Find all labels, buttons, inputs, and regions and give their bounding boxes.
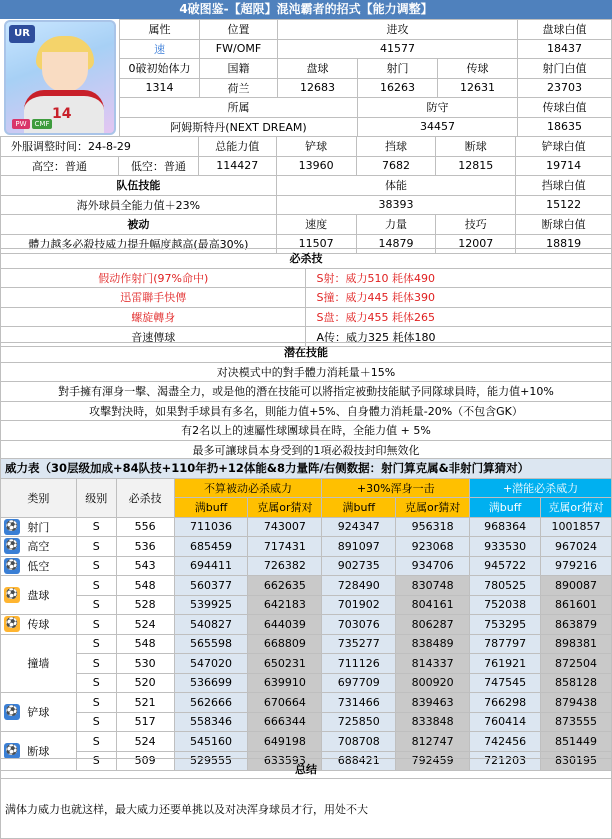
total-value: 114427 — [198, 156, 276, 176]
value-cell: 945722 — [470, 556, 541, 576]
summary-header: 总结 — [1, 759, 612, 779]
level-cell: S — [76, 537, 116, 557]
skill-name: 音速傳球 — [1, 327, 306, 347]
pass-icon: ⚽ — [4, 616, 20, 632]
skill-cell: 528 — [116, 595, 174, 615]
latent-line: 對手擁有渾身一擊、渴盡全力，或是他的潛在技能可以將指定被動技能賦予同隊球員時，能力值+10% — [1, 382, 612, 402]
value-cell: 800920 — [396, 673, 470, 693]
category-cell: ⚽ 低空 — [1, 556, 77, 576]
skill-desc: S盘：威力455 耗体265 — [306, 307, 612, 327]
tackle-label: 铲球 — [276, 137, 356, 157]
level-cell: S — [76, 517, 116, 537]
table-row[interactable] — [1, 693, 612, 713]
shoot-value: 16263 — [358, 78, 438, 98]
value-cell: 639910 — [248, 673, 322, 693]
level-cell: S — [76, 732, 116, 752]
table-row[interactable] — [1, 732, 612, 752]
pass-value: 12631 — [438, 78, 518, 98]
value-cell: 670664 — [248, 693, 322, 713]
skill-cell: 521 — [116, 693, 174, 713]
value-cell: 633593 — [248, 751, 322, 771]
value-cell: 967024 — [541, 537, 612, 557]
volley-icon: ⚽ — [4, 558, 20, 574]
category-cell: ⚽ 射门 — [1, 517, 77, 537]
value-cell: 761921 — [470, 654, 541, 674]
value-cell: 806287 — [396, 615, 470, 635]
value-cell: 562666 — [174, 693, 248, 713]
position-label: 位置 — [200, 20, 278, 40]
speed-value: 11507 — [276, 234, 356, 254]
value-cell: 565598 — [174, 634, 248, 654]
table-row[interactable] — [1, 634, 612, 654]
base-stamina-label: 0破初始体力 — [120, 59, 200, 79]
value-cell: 726382 — [248, 556, 322, 576]
skill-cell: 556 — [116, 517, 174, 537]
info-row-2 — [120, 39, 612, 59]
base-stamina-value: 1314 — [120, 78, 200, 98]
stats-row-4 — [1, 195, 612, 215]
latent-line: 对决模式中的對手體力消耗量＋15% — [1, 362, 612, 382]
value-cell: 644039 — [248, 615, 322, 635]
value-cell: 933530 — [470, 537, 541, 557]
level-cell: S — [76, 712, 116, 732]
stats-row-1 — [1, 137, 612, 157]
value-cell: 924347 — [322, 517, 396, 537]
team-skill-label: 队伍技能 — [1, 176, 277, 196]
value-cell: 642183 — [248, 595, 322, 615]
value-cell: 752038 — [470, 595, 541, 615]
power-table — [0, 458, 612, 771]
nationality-label: 国籍 — [200, 59, 278, 79]
value-cell: 861601 — [541, 595, 612, 615]
skill-cell: 524 — [116, 732, 174, 752]
skills-header: 必杀技 — [1, 249, 612, 269]
value-cell: 668809 — [248, 634, 322, 654]
skill-cell: 509 — [116, 751, 174, 771]
skill-name: 迅雷聯手快傳 — [1, 288, 306, 308]
value-cell: 547020 — [174, 654, 248, 674]
skill-cell: 548 — [116, 576, 174, 596]
table-row[interactable] — [1, 576, 612, 596]
value-cell: 728490 — [322, 576, 396, 596]
shoot-label: 射门 — [358, 59, 438, 79]
value-cell: 979216 — [541, 556, 612, 576]
dribble-white-value: 18437 — [518, 39, 612, 59]
category-cell: ⚽ 传球 — [1, 615, 77, 635]
pass-label: 传球 — [438, 59, 518, 79]
stamina-label: 体能 — [276, 176, 515, 196]
high-ball: 高空：普通 — [1, 156, 119, 176]
value-cell: 873555 — [541, 712, 612, 732]
stats-row-5 — [1, 215, 612, 235]
value-cell: 717431 — [248, 537, 322, 557]
shirt-number: 14 — [52, 106, 72, 122]
value-cell: 923068 — [396, 537, 470, 557]
attr-label: 属性 — [120, 20, 200, 40]
pw-badge: PW — [12, 119, 30, 129]
table-row[interactable] — [1, 537, 612, 557]
skill-cell: 536 — [116, 537, 174, 557]
shoot-white-label: 射门白值 — [518, 59, 612, 79]
tackle-white-value: 19714 — [516, 156, 612, 176]
power-table-header: 威力表（30层级加成+84队技+110年扔+12体能&8力量阵/右侧数据：射门算克属&非射门算猜对） — [1, 459, 612, 479]
team-skill-text: 海外球員全能力值＋23% — [1, 195, 277, 215]
tackle-white-label: 铲球白值 — [516, 137, 612, 157]
dribble-white-label: 盘球白值 — [518, 20, 612, 40]
stats-row-3 — [1, 176, 612, 196]
skill-desc: A传：威力325 耗体180 — [306, 327, 612, 347]
value-cell: 879438 — [541, 693, 612, 713]
technique-label: 技巧 — [436, 215, 516, 235]
value-cell: 872504 — [541, 654, 612, 674]
nationality-value: 荷兰 — [200, 78, 278, 98]
value-cell: 891097 — [322, 537, 396, 557]
pass-white-value: 18635 — [518, 117, 612, 137]
value-cell: 787797 — [470, 634, 541, 654]
group-latent: +潜能必杀威力 — [470, 478, 612, 498]
skill-cell: 520 — [116, 673, 174, 693]
summary-table — [0, 758, 612, 839]
value-cell: 851449 — [541, 732, 612, 752]
info-row-5 — [120, 98, 612, 118]
stamina-value: 38393 — [276, 195, 515, 215]
shoot-white-value: 23703 — [518, 78, 612, 98]
level-cell: S — [76, 751, 116, 771]
tackle-value: 13960 — [276, 156, 356, 176]
info-row-1 — [120, 20, 612, 40]
block-label: 挡球 — [356, 137, 436, 157]
sub-counter: 克属or猜对 — [248, 498, 322, 518]
value-cell: 545160 — [174, 732, 248, 752]
attack-label: 进攻 — [278, 20, 518, 40]
skills-table — [0, 248, 612, 347]
latent-line: 攻擊對決時，如果對手球員有多名，則能力值+5%、自身體力消耗量-20%（不包含GK） — [1, 401, 612, 421]
passive-label: 被动 — [1, 215, 277, 235]
defense-value: 34457 — [358, 117, 518, 137]
value-cell: 697709 — [322, 673, 396, 693]
value-cell: 735277 — [322, 634, 396, 654]
skill-cell: 530 — [116, 654, 174, 674]
value-cell: 804161 — [396, 595, 470, 615]
power-value: 14879 — [356, 234, 436, 254]
category-cell: ⚽ 高空 — [1, 537, 77, 557]
col-skill: 必杀技 — [116, 478, 174, 517]
dribble-icon: ⚽ — [4, 587, 20, 603]
intercept-white-label: 断球白值 — [516, 215, 612, 235]
table-row[interactable] — [1, 654, 612, 674]
value-cell: 711036 — [174, 517, 248, 537]
header-icon: ⚽ — [4, 538, 20, 554]
value-cell: 812747 — [396, 732, 470, 752]
value-cell: 780525 — [470, 576, 541, 596]
category-cell: ⚽ 盘球 — [1, 576, 77, 615]
value-cell: 792459 — [396, 751, 470, 771]
attack-value: 41577 — [278, 39, 518, 59]
skill-name: 假动作射门(97%命中) — [1, 268, 306, 288]
value-cell: 536699 — [174, 673, 248, 693]
level-cell: S — [76, 693, 116, 713]
summary-text: 满体力威力也就这样，最大威力还要单挑以及对决浑身球员才行，用处不大 — [1, 779, 612, 839]
player-face — [42, 52, 88, 92]
intercept-label: 断球 — [436, 137, 516, 157]
power-label: 力量 — [356, 215, 436, 235]
value-cell: 711126 — [322, 654, 396, 674]
intercept-icon: ⚽ — [4, 743, 20, 759]
page-title: 4破图鉴-【超限】混沌霸者的招式【能力调整】 — [0, 0, 612, 19]
skill-row[interactable] — [1, 268, 612, 288]
value-cell: 703076 — [322, 615, 396, 635]
col-category: 类别 — [1, 478, 77, 517]
sub-full-buff: 满buff — [470, 498, 541, 518]
value-cell: 666344 — [248, 712, 322, 732]
speed-label: 速度 — [276, 215, 356, 235]
value-cell: 968364 — [470, 517, 541, 537]
value-cell: 839463 — [396, 693, 470, 713]
value-cell: 1001857 — [541, 517, 612, 537]
table-row[interactable] — [1, 615, 612, 635]
value-cell: 753295 — [470, 615, 541, 635]
skill-desc: S射：威力510 耗体490 — [306, 268, 612, 288]
technique-value: 12007 — [436, 234, 516, 254]
value-cell: 721203 — [470, 751, 541, 771]
group-no-passive: 不算被动必杀威力 — [174, 478, 322, 498]
sub-full-buff: 满buff — [174, 498, 248, 518]
value-cell: 898381 — [541, 634, 612, 654]
value-cell: 558346 — [174, 712, 248, 732]
info-row-3 — [120, 59, 612, 79]
block-white-label: 挡球白值 — [516, 176, 612, 196]
col-level: 级别 — [76, 478, 116, 517]
value-cell: 725850 — [322, 712, 396, 732]
stats-row-2 — [1, 156, 612, 176]
value-cell: 956318 — [396, 517, 470, 537]
value-cell: 529555 — [174, 751, 248, 771]
table-row[interactable] — [1, 556, 612, 576]
level-cell: S — [76, 654, 116, 674]
shoot-icon: ⚽ — [4, 519, 20, 535]
sub-counter: 克属or猜对 — [541, 498, 612, 518]
value-cell: 838489 — [396, 634, 470, 654]
value-cell: 742456 — [470, 732, 541, 752]
latent-table — [0, 342, 612, 460]
skill-cell: 548 — [116, 634, 174, 654]
value-cell: 694411 — [174, 556, 248, 576]
value-cell: 731466 — [322, 693, 396, 713]
value-cell: 708708 — [322, 732, 396, 752]
value-cell: 890087 — [541, 576, 612, 596]
info-row-6 — [120, 117, 612, 137]
skill-cell: 524 — [116, 615, 174, 635]
update-date: 外服调整时间：24-8-29 — [1, 137, 199, 157]
pass-white-label: 传球白值 — [518, 98, 612, 118]
latent-line: 有2名以上的速屬性球團球員在時，全能力值 + 5% — [1, 421, 612, 441]
value-cell: 858128 — [541, 673, 612, 693]
value-cell: 863879 — [541, 615, 612, 635]
skill-row[interactable] — [1, 288, 612, 308]
skill-row[interactable] — [1, 307, 612, 327]
value-cell: 662635 — [248, 576, 322, 596]
value-cell: 540827 — [174, 615, 248, 635]
group-full-strike: +30%浑身一击 — [322, 478, 470, 498]
value-cell: 814337 — [396, 654, 470, 674]
level-cell: S — [76, 556, 116, 576]
skill-cell: 543 — [116, 556, 174, 576]
level-cell: S — [76, 595, 116, 615]
value-cell: 760414 — [470, 712, 541, 732]
low-ball: 低空：普通 — [118, 156, 198, 176]
category-cell: ⚽ 断球 — [1, 732, 77, 771]
level-cell: S — [76, 615, 116, 635]
attr-value: 速 — [120, 39, 200, 59]
level-cell: S — [76, 634, 116, 654]
value-cell: 830748 — [396, 576, 470, 596]
position-value: FW/OMF — [200, 39, 278, 59]
table-row[interactable] — [1, 673, 612, 693]
table-row[interactable] — [1, 712, 612, 732]
value-cell: 747545 — [470, 673, 541, 693]
latent-line: 最多可讓球員本身受到的1項必殺技封印無效化 — [1, 440, 612, 460]
skill-cell: 517 — [116, 712, 174, 732]
table-row[interactable] — [1, 595, 612, 615]
value-cell: 685459 — [174, 537, 248, 557]
value-cell: 701902 — [322, 595, 396, 615]
passive-text: 體力越多必殺技威力提升幅度越高(最高30%) — [1, 234, 277, 254]
total-label: 总能力值 — [198, 137, 276, 157]
latent-header: 潜在技能 — [1, 343, 612, 363]
value-cell: 649198 — [248, 732, 322, 752]
value-cell: 688421 — [322, 751, 396, 771]
intercept-value: 12815 — [436, 156, 516, 176]
value-cell: 650231 — [248, 654, 322, 674]
category-cell: 撞墙 — [1, 634, 77, 693]
value-cell: 539925 — [174, 595, 248, 615]
player-card-portrait[interactable] — [4, 20, 116, 135]
table-row[interactable] — [1, 517, 612, 537]
defense-label: 防守 — [358, 98, 518, 118]
dribble-value: 12683 — [278, 78, 358, 98]
value-cell: 833848 — [396, 712, 470, 732]
dribble-label: 盘球 — [278, 59, 358, 79]
value-cell: 902735 — [322, 556, 396, 576]
value-cell: 830195 — [541, 751, 612, 771]
team-label: 所属 — [120, 98, 358, 118]
value-cell: 934706 — [396, 556, 470, 576]
value-cell: 560377 — [174, 576, 248, 596]
block-white-value: 15122 — [516, 195, 612, 215]
intercept-white-value: 18819 — [516, 234, 612, 254]
tackle-icon: ⚽ — [4, 704, 20, 720]
player-info-table — [119, 19, 612, 137]
category-cell: ⚽ 铲球 — [1, 693, 77, 732]
stats-table — [0, 136, 612, 254]
sub-full-buff: 满buff — [322, 498, 396, 518]
team-value: 阿姆斯特丹(NEXT DREAM) — [120, 117, 358, 137]
level-cell: S — [76, 673, 116, 693]
rarity-badge: UR — [9, 25, 35, 43]
value-cell: 766298 — [470, 693, 541, 713]
skill-desc: S撞：威力445 耗体390 — [306, 288, 612, 308]
value-cell: 743007 — [248, 517, 322, 537]
level-cell: S — [76, 576, 116, 596]
block-value: 7682 — [356, 156, 436, 176]
info-row-4 — [120, 78, 612, 98]
sub-counter: 克属or猜对 — [396, 498, 470, 518]
position-badge: CMF — [32, 119, 52, 129]
skill-name: 螺旋轉身 — [1, 307, 306, 327]
